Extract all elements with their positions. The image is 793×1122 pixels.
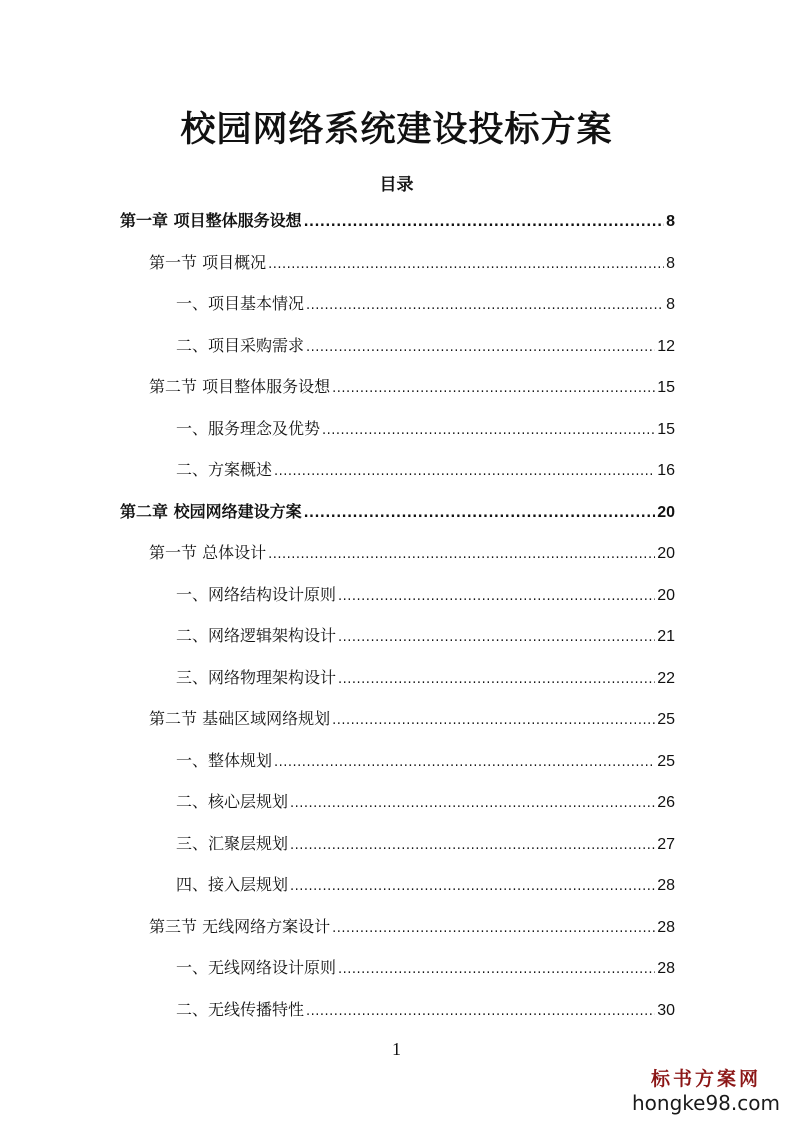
toc-entry-page: 15 — [657, 379, 675, 396]
toc-entry-page: 25 — [657, 753, 675, 770]
toc-leader-dots — [332, 381, 655, 396]
toc-entry-label: 第一节 项目概况 — [149, 253, 267, 272]
toc-entry-page: 30 — [657, 1002, 675, 1019]
toc-heading: 目录 — [379, 175, 414, 195]
toc-entry-page: 27 — [657, 836, 675, 853]
toc-entry-chapter[interactable] — [120, 499, 675, 523]
toc-entry-page: 26 — [657, 794, 675, 811]
toc-entry-label: 二、无线传播特性 — [176, 1000, 305, 1019]
toc-leader-dots — [338, 589, 655, 604]
toc-leader-dots — [332, 713, 655, 728]
toc-entry-page: 22 — [657, 670, 675, 687]
toc-entry-page: 20 — [657, 504, 675, 521]
toc-entry-page: 8 — [666, 213, 675, 230]
toc-leader-dots — [306, 1004, 655, 1019]
toc-entry-sub[interactable] — [176, 582, 675, 606]
page-number: 1 — [392, 1039, 401, 1059]
toc-leader-dots — [306, 340, 655, 355]
toc-entry-label: 一、网络结构设计原则 — [176, 585, 337, 604]
toc-entry-sub[interactable] — [176, 955, 675, 979]
toc-entry-page: 20 — [657, 545, 675, 562]
toc-entry-page: 12 — [657, 338, 675, 355]
toc-entry-page: 28 — [657, 919, 675, 936]
toc-entry-page: 28 — [657, 877, 675, 894]
toc-leader-dots — [290, 796, 655, 811]
watermark-logo — [631, 1068, 781, 1116]
toc-entry-label: 二、方案概述 — [176, 460, 273, 479]
toc-entry-page: 15 — [657, 421, 675, 438]
toc-leader-dots — [306, 298, 664, 313]
toc-leader-dots — [268, 257, 664, 272]
toc-entry-chapter[interactable] — [120, 208, 675, 232]
toc-entry-sub[interactable] — [176, 623, 675, 647]
toc-leader-dots — [332, 921, 655, 936]
toc-entry-sub[interactable] — [176, 416, 675, 440]
document-title: 校园网络系统建设投标方案 — [180, 110, 613, 150]
watermark-url: hongke98.com — [632, 1091, 780, 1115]
toc-entry-section[interactable] — [149, 374, 675, 398]
toc-entry-label: 第二章 校园网络建设方案 — [120, 502, 302, 521]
toc-leader-dots — [290, 838, 655, 853]
toc-entry-label: 二、网络逻辑架构设计 — [176, 626, 337, 645]
toc-leader-dots — [338, 672, 655, 687]
toc-leader-dots — [290, 879, 655, 894]
toc-entry-label: 四、接入层规划 — [176, 875, 289, 894]
toc-entry-label: 三、网络物理架构设计 — [176, 668, 337, 687]
toc-leader-dots — [274, 464, 655, 479]
toc-leader-dots — [268, 547, 655, 562]
toc-entry-label: 第三节 无线网络方案设计 — [149, 917, 331, 936]
toc-entry-sub[interactable] — [176, 333, 675, 357]
toc-entry-section[interactable] — [149, 914, 675, 938]
toc-entry-sub[interactable] — [176, 997, 675, 1021]
toc-entry-section[interactable] — [149, 540, 675, 564]
toc-entry-page: 28 — [657, 960, 675, 977]
toc-entry-page: 8 — [666, 296, 675, 313]
toc-entry-label: 一、服务理念及优势 — [176, 419, 321, 438]
toc-entry-section[interactable] — [149, 706, 675, 730]
toc-entry-page: 25 — [657, 711, 675, 728]
toc-entry-label: 三、汇聚层规划 — [176, 834, 289, 853]
toc-entry-page: 16 — [657, 462, 675, 479]
toc-entry-page: 8 — [666, 255, 675, 272]
toc-entry-label: 第二节 项目整体服务设想 — [149, 377, 331, 396]
toc-entry-sub[interactable] — [176, 748, 675, 772]
toc-leader-dots — [304, 506, 656, 521]
toc-entry-page: 21 — [657, 628, 675, 645]
toc-entry-page: 20 — [657, 587, 675, 604]
toc-entry-sub[interactable] — [176, 457, 675, 481]
toc-entry-label: 第二节 基础区域网络规划 — [149, 709, 331, 728]
toc-leader-dots — [274, 755, 655, 770]
toc-leader-dots — [304, 215, 665, 230]
toc-entry-sub[interactable] — [176, 291, 675, 315]
toc-entry-label: 第一章 项目整体服务设想 — [120, 211, 302, 230]
toc-entry-sub[interactable] — [176, 665, 675, 689]
watermark-name: 标书方案网 — [650, 1068, 761, 1090]
toc-entry-label: 二、核心层规划 — [176, 792, 289, 811]
toc-entry-label: 一、项目基本情况 — [176, 294, 305, 313]
toc-leader-dots — [322, 423, 655, 438]
toc-entry-label: 二、项目采购需求 — [176, 336, 305, 355]
toc-entry-label: 一、整体规划 — [176, 751, 273, 770]
toc-entry-sub[interactable] — [176, 831, 675, 855]
toc-leader-dots — [338, 962, 655, 977]
toc-entry-sub[interactable] — [176, 789, 675, 813]
toc-leader-dots — [338, 630, 655, 645]
toc-entry-sub[interactable] — [176, 872, 675, 896]
toc-entry-label: 第一节 总体设计 — [149, 543, 267, 562]
toc-entry-section[interactable] — [149, 250, 675, 274]
toc-entry-label: 一、无线网络设计原则 — [176, 958, 337, 977]
